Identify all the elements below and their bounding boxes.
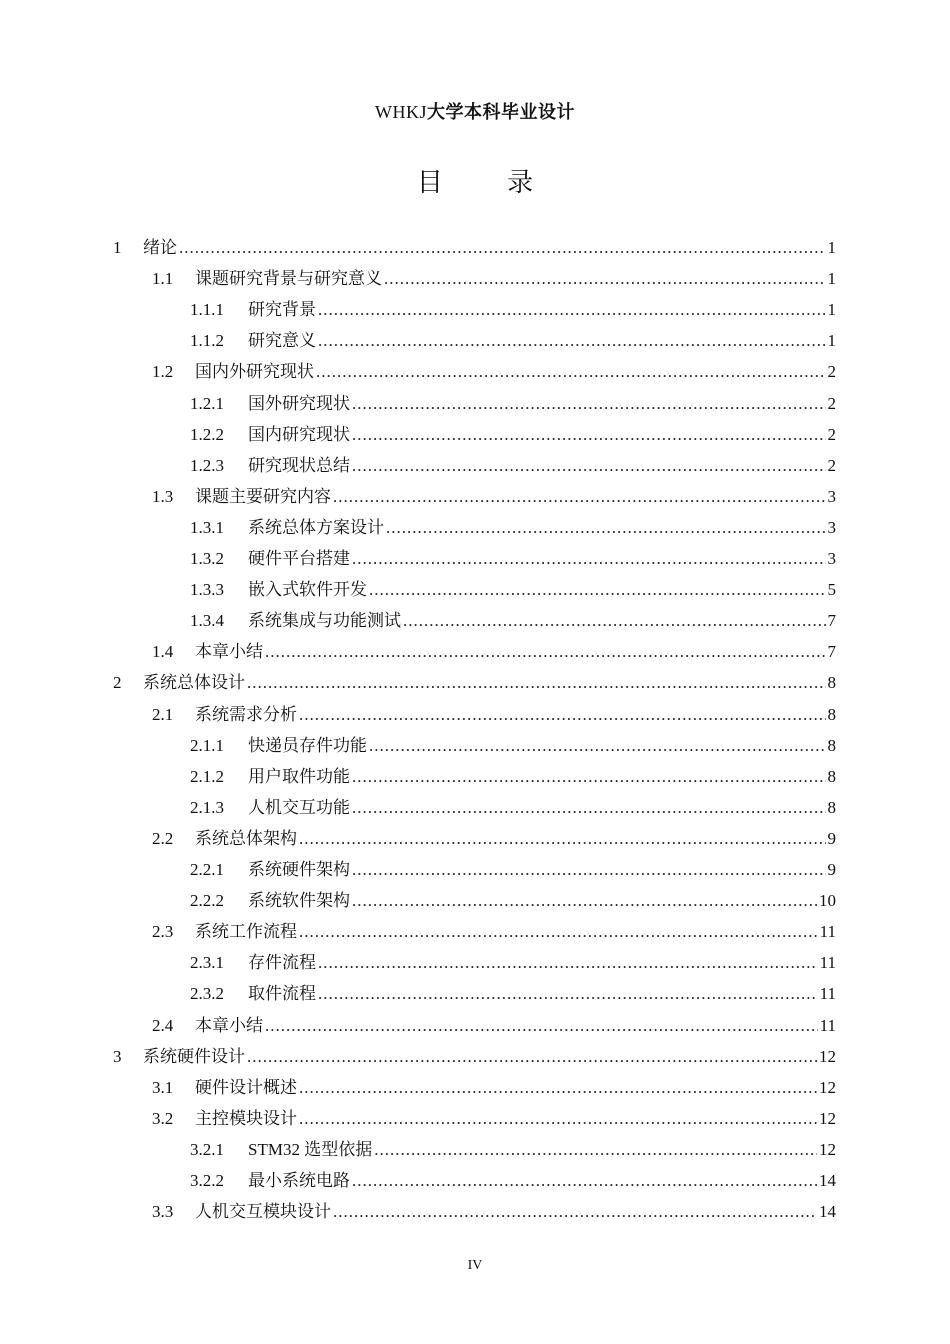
toc-entry[interactable] [190, 733, 836, 759]
toc-dot-leader [299, 826, 826, 852]
toc-entry-page: 8 [827, 735, 836, 755]
toc-dot-leader [265, 639, 826, 665]
toc-dot-leader [299, 919, 818, 945]
toc-dot-leader [369, 733, 826, 759]
toc-entry[interactable] [190, 546, 836, 572]
toc-entry-page: 11 [819, 984, 836, 1004]
toc-entry[interactable] [190, 950, 836, 976]
toc-entry-page: 3 [827, 517, 836, 537]
toc-dot-leader [299, 1075, 817, 1101]
toc-entry-number: 1.1.2 [190, 331, 224, 351]
toc-entry-title: 国内研究现状 [248, 424, 350, 444]
toc-entry-title: 主控模块设计 [195, 1108, 297, 1128]
toc-entry-page: 11 [819, 953, 836, 973]
toc-dot-leader [179, 235, 826, 261]
toc-entry-title: 系统硬件设计 [143, 1046, 245, 1066]
toc-entry[interactable] [190, 888, 836, 914]
toc-entry-title: STM32 选型依据 [248, 1139, 373, 1159]
toc-entry[interactable] [190, 577, 836, 603]
toc-entry-title: 用户取件功能 [248, 766, 350, 786]
toc-entry-number: 2.2.1 [190, 860, 224, 879]
toc-dot-leader [299, 702, 826, 728]
toc-entry[interactable] [152, 826, 836, 852]
toc-entry[interactable] [152, 484, 836, 510]
toc-entry-number: 3 [113, 1046, 122, 1066]
toc-entry-title: 系统硬件架构 [248, 860, 350, 879]
toc-entry[interactable] [190, 1168, 836, 1194]
toc-entry-title: 研究背景 [248, 300, 316, 320]
toc-entry-number: 1.4 [152, 642, 174, 662]
toc-entry-title: 系统总体设计 [143, 673, 245, 693]
toc-entry-number: 1.1 [152, 269, 174, 289]
toc-entry-title: 最小系统电路 [248, 1171, 350, 1190]
toc-entry[interactable] [190, 857, 836, 883]
toc-entry[interactable] [152, 702, 836, 728]
toc-entry-number: 2.3.2 [190, 984, 224, 1004]
toc-entry-number: 3.1 [152, 1077, 174, 1097]
toc-entry-title: 取件流程 [248, 984, 316, 1004]
toc-entry-page: 8 [827, 673, 836, 693]
toc-entry-number: 3.3 [152, 1202, 174, 1222]
toc-entry-title: 国外研究现状 [248, 393, 350, 413]
toc-entry-page: 12 [819, 1108, 836, 1128]
toc-entry-page: 12 [819, 1077, 836, 1097]
toc-entry-title: 国内外研究现状 [195, 362, 314, 382]
toc-entry[interactable] [190, 453, 836, 479]
toc-entry[interactable] [190, 328, 836, 354]
toc-entry-number: 1.3.2 [190, 549, 224, 568]
toc-entry-title: 人机交互功能 [248, 797, 350, 817]
toc-dot-leader [352, 546, 826, 572]
toc-dot-leader [384, 266, 826, 292]
toc-entry[interactable] [152, 1199, 836, 1225]
page-number: IV [467, 1258, 483, 1273]
toc-entry-title: 绪论 [143, 238, 177, 257]
toc-entry-page: 10 [819, 891, 836, 911]
toc-entry-title: 快递员存件功能 [248, 735, 367, 755]
toc-entry-title: 课题研究背景与研究意义 [195, 269, 382, 289]
toc-dot-leader [386, 515, 826, 541]
toc-entry-page: 1 [827, 269, 836, 289]
header-title: 大学本科毕业设计 [427, 102, 575, 123]
toc-entry[interactable] [152, 359, 836, 385]
toc-heading: 目 录 [416, 168, 562, 198]
toc-entry-page: 2 [827, 455, 836, 475]
toc-entry-page: 9 [827, 860, 836, 879]
toc-entry-page: 2 [827, 424, 836, 444]
document-header [0, 98, 950, 124]
toc-entry[interactable] [190, 422, 836, 448]
toc-entry[interactable] [190, 1137, 836, 1163]
toc-entry-number: 1.2.3 [190, 455, 224, 475]
toc-entry-title: 系统软件架构 [248, 891, 350, 911]
toc-entry-page: 14 [819, 1171, 836, 1190]
toc-dot-leader [247, 1044, 817, 1070]
toc-entry-page: 5 [827, 580, 836, 600]
toc-entry-title: 研究意义 [248, 331, 316, 351]
toc-entry[interactable] [190, 795, 836, 821]
toc-entry-page: 2 [827, 393, 836, 413]
toc-entry-number: 2.1.3 [190, 797, 224, 817]
toc-entry-number: 3.2 [152, 1108, 174, 1128]
toc-dot-leader [318, 950, 818, 976]
toc-entry-page: 7 [827, 611, 836, 631]
toc-dot-leader [352, 453, 826, 479]
toc-entry-number: 1.3.1 [190, 517, 224, 537]
toc-dot-leader [318, 981, 818, 1007]
toc-entry-number: 1.1.1 [190, 300, 224, 320]
toc-entry-number: 3.2.1 [190, 1139, 224, 1159]
toc-entry-title: 硬件平台搭建 [248, 549, 350, 568]
toc-dot-leader [352, 857, 826, 883]
toc-dot-leader [352, 391, 826, 417]
toc-entry-number: 2.4 [152, 1015, 174, 1035]
toc-entry[interactable] [190, 764, 836, 790]
toc-entry[interactable] [190, 981, 836, 1007]
toc-entry-page: 14 [819, 1202, 836, 1222]
toc-entry-title: 本章小结 [195, 642, 263, 662]
toc-entry-number: 1.2.1 [190, 393, 224, 413]
toc-entry-title: 人机交互模块设计 [195, 1202, 331, 1222]
toc-dot-leader [374, 1137, 817, 1163]
toc-dot-leader [352, 795, 826, 821]
toc-entry-title: 本章小结 [195, 1015, 263, 1035]
toc-entry-page: 1 [827, 238, 836, 257]
toc-entry-number: 2 [113, 673, 122, 693]
toc-entry-number: 2.1.2 [190, 766, 224, 786]
toc-dot-leader [352, 422, 826, 448]
toc-entry[interactable] [113, 235, 836, 261]
toc-entry-page: 9 [827, 828, 836, 848]
toc-dot-leader [403, 608, 826, 634]
toc-entry-title: 系统需求分析 [195, 704, 297, 724]
toc-entry-title: 系统总体架构 [195, 828, 297, 848]
toc-dot-leader [333, 484, 826, 510]
toc-entry[interactable] [190, 297, 836, 323]
toc-entry-title: 系统集成与功能测试 [248, 611, 401, 631]
toc-entry-number: 1.3.3 [190, 580, 224, 600]
toc-dot-leader [352, 764, 826, 790]
toc-entry-number: 1.3.4 [190, 611, 224, 631]
toc-dot-leader [265, 1013, 818, 1039]
toc-entry[interactable] [152, 1075, 836, 1101]
toc-entry-title: 研究现状总结 [248, 455, 350, 475]
toc-entry-page: 3 [827, 486, 836, 506]
toc-entry-number: 2.1 [152, 704, 174, 724]
toc-entry-title: 存件流程 [248, 953, 316, 973]
toc-entry-page: 7 [827, 642, 836, 662]
toc-dot-leader [352, 888, 817, 914]
toc-entry-number: 2.3 [152, 922, 174, 942]
toc-dot-leader [299, 1106, 817, 1132]
toc-entry[interactable] [113, 670, 836, 696]
toc-entry-page: 1 [827, 331, 836, 351]
toc-entry-page: 12 [819, 1139, 836, 1159]
toc-entry-number: 2.2 [152, 828, 174, 848]
toc-entry-page: 8 [827, 797, 836, 817]
toc-entry-number: 3.2.2 [190, 1171, 224, 1190]
toc-entry-number: 1.2.2 [190, 424, 224, 444]
toc-entry-page: 11 [819, 922, 836, 942]
toc-entry-page: 8 [827, 766, 836, 786]
toc-entry-number: 1.3 [152, 486, 174, 506]
toc-entry-page: 1 [827, 300, 836, 320]
toc-entry[interactable] [190, 515, 836, 541]
toc-entry-page: 3 [827, 549, 836, 568]
toc-entry-page: 8 [827, 704, 836, 724]
toc-entry-title: 系统工作流程 [195, 922, 297, 942]
toc-dot-leader [318, 328, 826, 354]
toc-dot-leader [369, 577, 826, 603]
toc-dot-leader [333, 1199, 817, 1225]
toc-dot-leader [352, 1168, 817, 1194]
toc-dot-leader [247, 670, 826, 696]
toc-entry-number: 2.3.1 [190, 953, 224, 973]
toc-dot-leader [316, 359, 826, 385]
toc-entry[interactable] [190, 608, 836, 634]
toc-entry-title: 课题主要研究内容 [195, 486, 331, 506]
toc-entry-number: 2.2.2 [190, 891, 224, 911]
toc-entry[interactable] [152, 919, 836, 945]
toc-entry-page: 2 [827, 362, 836, 382]
toc-entry-page: 11 [819, 1015, 836, 1035]
toc-entry[interactable] [152, 266, 836, 292]
toc-entry-page: 12 [819, 1046, 836, 1066]
toc-dot-leader [318, 297, 826, 323]
toc-entry-title: 嵌入式软件开发 [248, 580, 367, 600]
toc-entry-number: 1 [113, 238, 122, 257]
toc-entry[interactable] [152, 639, 836, 665]
toc-entry[interactable] [190, 391, 836, 417]
toc-entry-number: 2.1.1 [190, 735, 224, 755]
toc-entry-title: 硬件设计概述 [195, 1077, 297, 1097]
toc-entry[interactable] [152, 1106, 836, 1132]
header-prefix: WHKJ [375, 102, 427, 122]
toc-entry[interactable] [152, 1013, 836, 1039]
toc-entry-title: 系统总体方案设计 [248, 517, 384, 537]
toc-entry[interactable] [113, 1044, 836, 1070]
toc-entry-number: 1.2 [152, 362, 174, 382]
